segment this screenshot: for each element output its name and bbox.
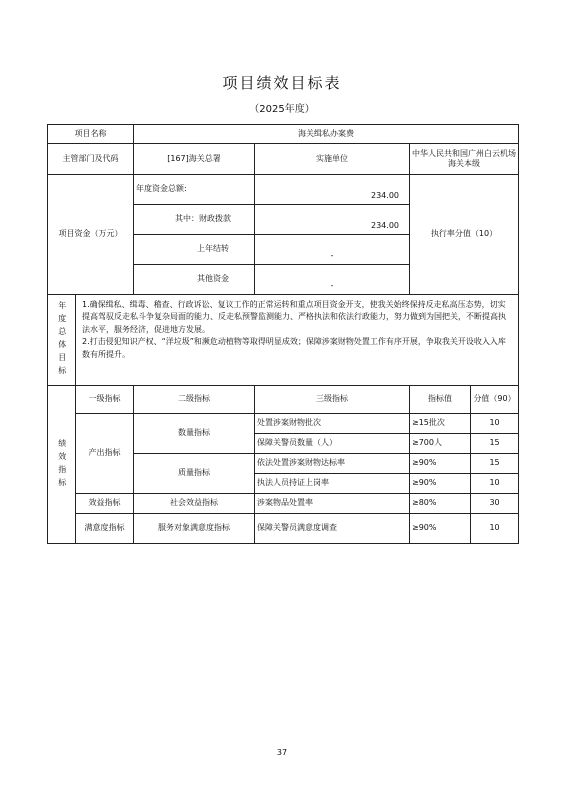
quality-indicator-label: 质量指标 — [134, 454, 255, 494]
row-indicator-header — [48, 386, 519, 414]
social-benefit-label: 社会效益指标 — [134, 494, 255, 514]
indicator-score: 15 — [471, 454, 519, 474]
indicator-score: 10 — [471, 474, 519, 494]
annual-funds-label: 年度资金总额: — [134, 175, 255, 205]
goals-text-1: 1.确保缉私、缉毒、稽查、行政诉讼、复议工作的正常运转和重点项目资金开支，使我关始终保持反走私高压态势，切实提高驾驭反走私斗争复杂局面的能力、反走私预警监测能力、严格执法和依法行政能力，努力做到为国把关，不断提高执法水平，服务经济，促进地方发展。 — [82, 300, 506, 334]
indicator-score: 15 — [471, 434, 519, 454]
service-satisfaction-label: 服务对象满意度指标 — [134, 514, 255, 544]
carryover-label: 上年结转 — [134, 235, 255, 265]
fiscal-funds-label: 其中：财政拨款 — [134, 205, 255, 235]
table-row — [48, 414, 519, 434]
indicator-value: ≥90% — [410, 514, 471, 544]
impl-unit-label: 实施单位 — [255, 144, 410, 175]
indicators-label: 绩效指标 — [57, 438, 67, 491]
indicator-name: 处置涉案财物批次 — [255, 414, 410, 434]
goals-text-2: 2.打击侵犯知识产权、“洋垃圾”和濒危动植物等取得明显成效；保障涉案财物处置工作有序开展，争取我关开设收入入库数有所提升。 — [82, 337, 506, 359]
page-subtitle: （2025年度） — [249, 104, 315, 115]
indicator-value: ≥80% — [410, 494, 471, 514]
satisfaction-indicator-label: 满意度指标 — [76, 514, 134, 544]
header-level3: 三级指标 — [255, 386, 410, 414]
fiscal-funds-value: 234.00 — [255, 205, 410, 235]
table-row — [48, 514, 519, 544]
goals-label: 年度总体目标 — [57, 301, 67, 379]
dept-label: 主管部门及代码 — [48, 144, 134, 175]
header-value: 指标值 — [410, 386, 471, 414]
project-name-label: 项目名称 — [48, 125, 134, 144]
row-department — [48, 144, 519, 175]
indicator-score: 30 — [471, 494, 519, 514]
performance-table — [47, 124, 519, 544]
project-name-value: 海关缉私办案费 — [134, 125, 519, 144]
indicator-value: ≥15批次 — [410, 414, 471, 434]
other-funds-label: 其他资金 — [134, 265, 255, 295]
quantity-indicator-label: 数量指标 — [134, 414, 255, 454]
indicator-score: 10 — [471, 414, 519, 434]
exec-rate-label: 执行率分值（10） — [410, 175, 519, 295]
indicator-name: 涉案物品处置率 — [255, 494, 410, 514]
other-funds-value: - — [255, 265, 410, 295]
indicator-score: 10 — [471, 514, 519, 544]
annual-funds-value: 234.00 — [255, 175, 410, 205]
page-number: 37 — [276, 748, 288, 757]
row-annual-goals — [48, 295, 519, 386]
impl-unit-value: 中华人民共和国广州白云机场海关本级 — [410, 144, 519, 175]
carryover-value: - — [255, 235, 410, 265]
indicator-name: 执法人员持证上岗率 — [255, 474, 410, 494]
goals-label-cell — [48, 295, 76, 386]
table-row — [48, 494, 519, 514]
funds-label: 项目资金（万元） — [48, 175, 134, 295]
indicator-name: 依法处置涉案财物达标率 — [255, 454, 410, 474]
row-project-name — [48, 125, 519, 144]
dept-value: [167]海关总署 — [134, 144, 255, 175]
output-indicator-label: 产出指标 — [76, 414, 134, 494]
row-annual-funds — [48, 175, 519, 205]
indicator-value: ≥90% — [410, 474, 471, 494]
indicator-name: 保障关警员满意度调查 — [255, 514, 410, 544]
header-level2: 二级指标 — [134, 386, 255, 414]
page-title: 项目绩效目标表 — [222, 74, 342, 92]
header-level1: 一级指标 — [76, 386, 134, 414]
header-score: 分值（90） — [471, 386, 519, 414]
indicator-name: 保障关警员数量（人） — [255, 434, 410, 454]
indicator-value: ≥90% — [410, 454, 471, 474]
benefit-indicator-label: 效益指标 — [76, 494, 134, 514]
indicators-label-cell — [48, 386, 76, 544]
indicator-value: ≥700人 — [410, 434, 471, 454]
